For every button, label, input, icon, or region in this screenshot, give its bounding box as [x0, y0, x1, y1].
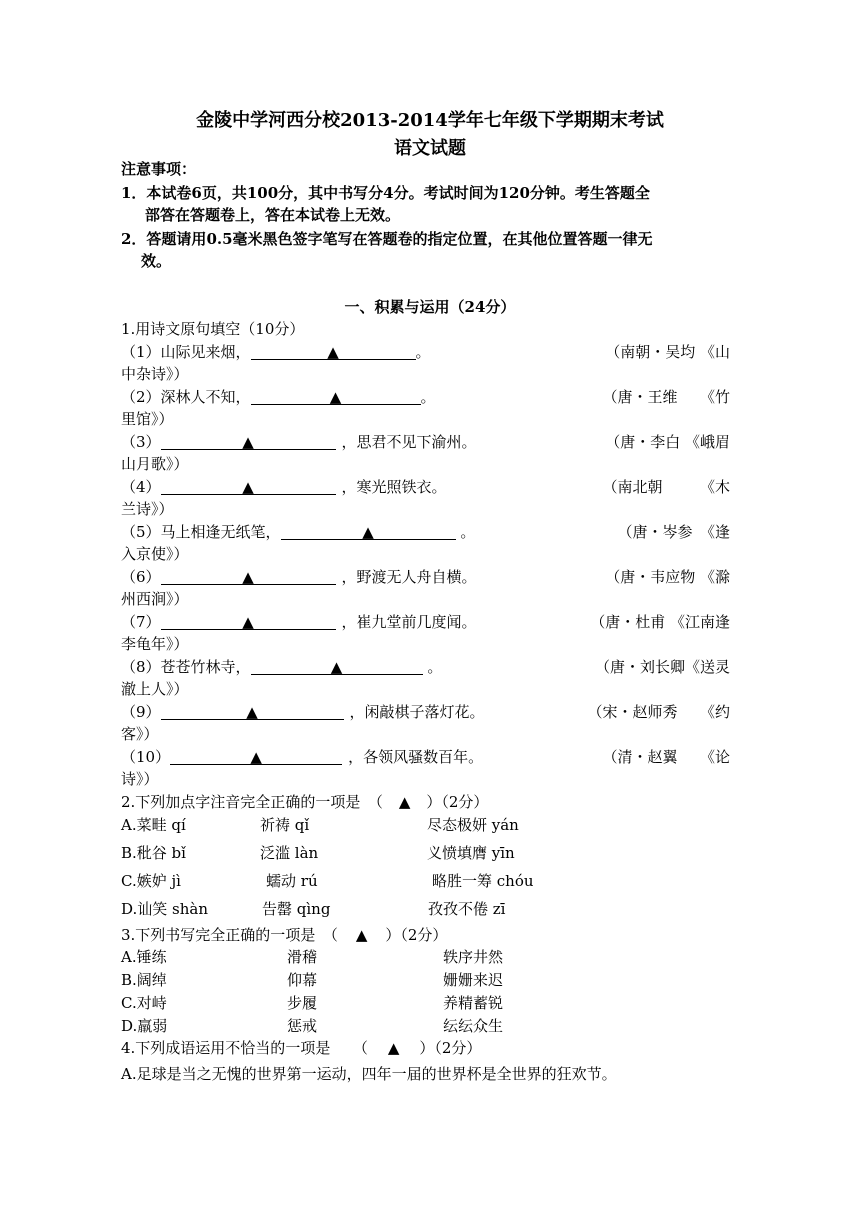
q1-source: （宋・赵师秀 《约 — [587, 703, 730, 721]
q3-option-b-word2: 仰幕 — [287, 971, 318, 989]
q2-option-b-word3: 义愤填膺 yīn — [427, 844, 515, 862]
exam-title: 金陵中学河西分校2013-2014学年七年级下学期期末考试 — [196, 110, 664, 131]
q1-source: （清・赵翼 《论 — [602, 748, 730, 766]
q4-prompt: 4.下列成语运用不恰当的一项是 （ ▲ ）（2分） — [121, 1039, 482, 1057]
q2-option-b: B.秕谷 bǐ — [121, 844, 186, 862]
q1-source: （唐・王维 《竹 — [602, 388, 730, 406]
q1-item: （6） ▲ ，野渡无人舟自横。 — [121, 568, 477, 586]
answer-blank[interactable]: ▲ — [161, 613, 336, 630]
q3-option-c-word2: 步履 — [287, 994, 318, 1012]
notes-item1-line2: 部答在答题卷上，答在本试卷上无效。 — [145, 206, 401, 224]
q2-option-a-word3: 尽态极妍 yán — [427, 816, 519, 834]
answer-blank[interactable]: ▲ — [161, 478, 336, 495]
q1-item: （5）马上相逢无纸笔， ▲ 。 — [121, 523, 476, 541]
q1-prompt: 1.用诗文原句填空（10分） — [121, 320, 305, 338]
q1-source-cont: 州西涧》） — [121, 590, 189, 608]
q1-source-cont: 中杂诗》） — [121, 365, 189, 383]
q1-source-cont: 入京使》） — [121, 545, 189, 563]
q2-option-d-word3: 孜孜不倦 zī — [428, 900, 506, 918]
q1-source-cont: 客》） — [121, 725, 159, 743]
answer-blank[interactable]: ▲ — [251, 343, 416, 360]
q1-item: （9） ▲ ，闲敲棋子落灯花。 — [121, 703, 485, 721]
q1-source: （唐・李白 《峨眉 — [605, 433, 730, 451]
notes-item2-line1: 2．答题请用0.5毫米黑色签字笔写在答题卷的指定位置，在其他位置答题一律无 — [121, 230, 653, 248]
q3-prompt: 3.下列书写完全正确的一项是 （ ▲ ）（2分） — [121, 926, 448, 944]
q1-source: （唐・韦应物 《滁 — [605, 568, 730, 586]
q1-source: （唐・刘长卿《送灵 — [594, 658, 730, 676]
q1-item: （3） ▲ ，思君不见下渝州。 — [121, 433, 477, 451]
q2-option-a-word2: 祈祷 qǐ — [260, 816, 310, 834]
q1-item: （2）深林人不知， ▲ 。 — [121, 388, 436, 406]
notes-heading: 注意事项： — [121, 160, 197, 178]
answer-marker[interactable]: ▲ — [398, 793, 411, 811]
q2-option-b-word2: 泛滥 làn — [260, 844, 319, 862]
q2-option-c: C.嫉妒 jì — [121, 872, 181, 890]
q1-item: （4） ▲ ，寒光照铁衣。 — [121, 478, 447, 496]
q1-source: （南朝・吴均 《山 — [605, 343, 730, 361]
q1-item: （8）苍苍竹林寺， ▲ 。 — [121, 658, 443, 676]
q3-option-a-word2: 滑稽 — [287, 948, 318, 966]
q1-source-cont: 李龟年》） — [121, 635, 189, 653]
q1-source-cont: 山月歌》） — [121, 455, 189, 473]
q3-option-a-word3: 轶序井然 — [443, 948, 504, 966]
notes-item1-line1: 1．本试卷6页，共100分，其中书写分4分。考试时间为120分钟。考生答题全 — [121, 184, 650, 202]
answer-blank[interactable]: ▲ — [170, 748, 342, 765]
q1-source: （唐・杜甫 《江南逢 — [590, 613, 730, 631]
answer-blank[interactable]: ▲ — [251, 658, 423, 675]
answer-marker[interactable]: ▲ — [387, 1039, 400, 1057]
q2-option-a: A.菜畦 qí — [121, 816, 186, 834]
q1-source: （南北朝 《木 — [602, 478, 730, 496]
q1-source: （唐・岑参 《逢 — [617, 523, 730, 541]
answer-blank[interactable]: ▲ — [281, 523, 456, 540]
answer-marker[interactable]: ▲ — [355, 926, 368, 944]
q1-item: （7） ▲ ，崔九堂前几度闻。 — [121, 613, 477, 631]
q1-source-cont: 里馆》） — [121, 410, 174, 428]
q3-option-d-word2: 惩戒 — [287, 1017, 318, 1035]
q3-option-d: D.羸弱 — [121, 1017, 168, 1035]
q1-source-cont: 兰诗》） — [121, 500, 174, 518]
exam-subtitle: 语文试题 — [394, 138, 466, 159]
q3-option-d-word3: 纭纭众生 — [443, 1017, 504, 1035]
answer-blank[interactable]: ▲ — [161, 433, 336, 450]
q4-option-a: A.足球是当之无愧的世界第一运动，四年一届的世界杯是全世界的狂欢节。 — [121, 1065, 617, 1083]
q2-option-c-word2: 蠕动 rú — [266, 872, 318, 890]
answer-blank[interactable]: ▲ — [161, 703, 344, 720]
q3-option-c: C.对峙 — [121, 994, 167, 1012]
answer-blank[interactable]: ▲ — [251, 388, 421, 405]
q1-source-cont: 澈上人》） — [121, 680, 189, 698]
q1-source-cont: 诗》） — [121, 770, 159, 788]
answer-blank[interactable]: ▲ — [161, 568, 336, 585]
q2-option-d-word2: 告罄 qìng — [262, 900, 331, 918]
q2-prompt: 2.下列加点字注音完全正确的一项是 （ ▲ ）（2分） — [121, 793, 489, 811]
q1-item: （1）山际见来烟， ▲ 。 — [121, 343, 431, 361]
q2-option-c-word3: 略胜一筹 chóu — [432, 872, 534, 890]
q3-option-b-word3: 姗姗来迟 — [443, 971, 504, 989]
q3-option-a: A.锤练 — [121, 948, 167, 966]
section-heading: 一、积累与运用（24分） — [344, 298, 516, 316]
notes-item2-line2: 效。 — [141, 252, 172, 270]
q3-option-b: B.阔绰 — [121, 971, 167, 989]
q3-option-c-word3: 养精蓄锐 — [443, 994, 504, 1012]
q1-item: （10） ▲ ，各领风骚数百年。 — [121, 748, 484, 766]
q2-option-d: D.讪笑 shàn — [121, 900, 208, 918]
